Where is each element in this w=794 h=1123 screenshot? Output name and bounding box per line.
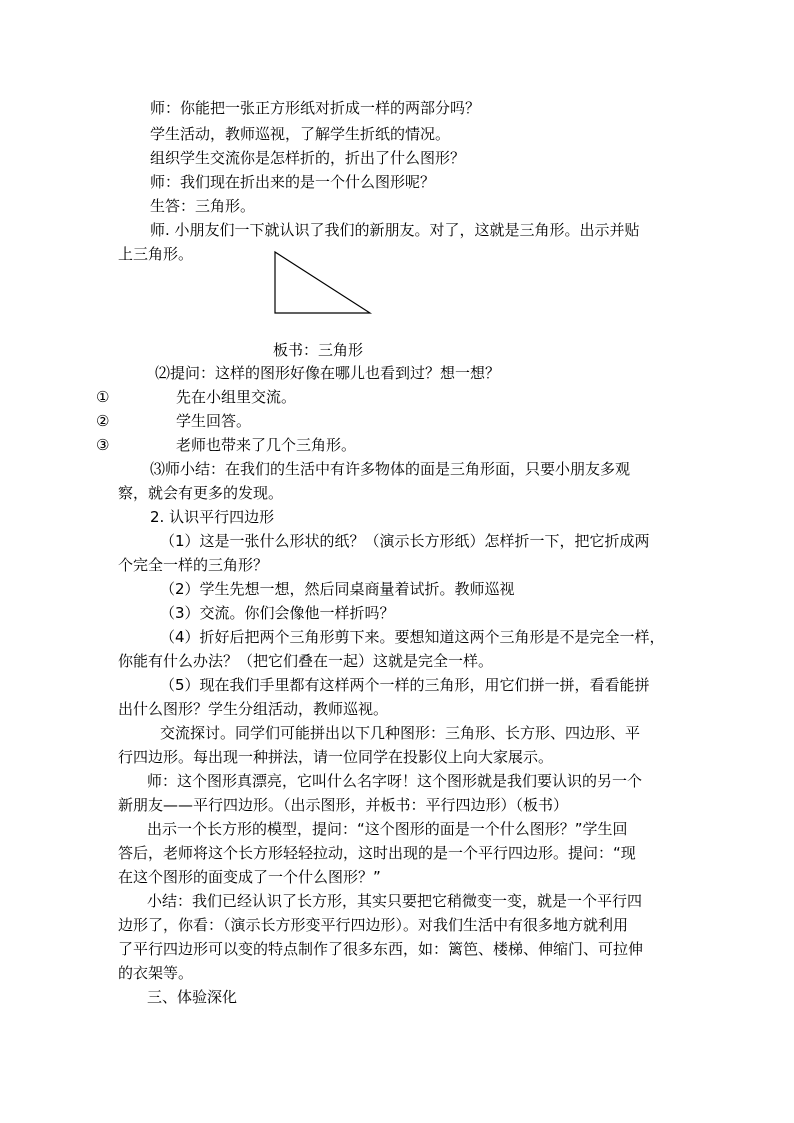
circled-number: ② bbox=[96, 412, 110, 430]
text-line: 边形了，你看：（演示长方形变平行四边形）。对我们生活中有很多地方就利用 bbox=[118, 916, 629, 934]
section-heading: 2. 认识平行四边形 bbox=[150, 508, 275, 526]
text-line: 学生活动，教师巡视，了解学生折纸的情况。 bbox=[150, 125, 451, 143]
text-line: 了平行四边形可以变的特点制作了很多东西，如：篱笆、楼梯、伸缩门、可拉伸 bbox=[118, 940, 644, 958]
text-line: 生答：三角形。 bbox=[150, 197, 256, 215]
text-line: （2）学生先想一想，然后同桌商量着试折。教师巡视 bbox=[160, 580, 515, 598]
triangle-figure bbox=[274, 250, 374, 316]
text-line: 行四边形。每出现一种拼法，请一位同学在投影仪上向大家展示。 bbox=[118, 748, 554, 766]
text-line: 师：你能把一张正方形纸对折成一样的两部分吗？ bbox=[150, 99, 481, 117]
text-line: 小结：我们已经认识了长方形，其实只要把它稍微变一变，就是一个平行四 bbox=[147, 892, 643, 910]
text-line: 你能有什么办法？（把它们叠在一起）这就是完全一样。 bbox=[118, 652, 494, 670]
text-line: 察，就会有更多的发现。 bbox=[118, 484, 284, 502]
text-line: 上三角形。 bbox=[118, 245, 194, 263]
text-line: 学生回答。 bbox=[176, 412, 252, 430]
text-line: ⑵提问：这样的图形好像在哪儿也看到过？想一想？ bbox=[155, 364, 501, 382]
board-caption: 板书：三角形 bbox=[273, 341, 364, 359]
circled-number: ① bbox=[96, 388, 110, 406]
section-heading: 三、体验深化 bbox=[147, 988, 238, 1006]
text-line: 在这个图形的面变成了一个什么图形？” bbox=[118, 868, 381, 886]
text-line: 组织学生交流你是怎样折的，折出了什么图形？ bbox=[150, 149, 466, 167]
text-line: 师：我们现在折出来的是一个什么图形呢？ bbox=[150, 173, 436, 191]
text-line: （4）折好后把两个三角形剪下来。要想知道这两个三角形是不是完全一样， bbox=[160, 628, 665, 646]
text-line: 个完全一样的三角形？ bbox=[118, 556, 269, 574]
text-line: 师：这个图形真漂亮，它叫什么名字呀！这个图形就是我们要认识的另一个 bbox=[147, 772, 643, 790]
text-line: 交流探讨。同学们可能拼出以下几种图形：三角形、长方形、四边形、平 bbox=[160, 724, 641, 742]
text-line: 老师也带来了几个三角形。 bbox=[176, 436, 357, 454]
text-line: 先在小组里交流。 bbox=[176, 388, 297, 406]
text-line: 的衣架等。 bbox=[118, 964, 194, 982]
text-line: 师. 小朋友们一下就认识了我们的新朋友。对了，这就是三角形。出示并贴 bbox=[150, 221, 640, 239]
text-line: ⑶师小结：在我们的生活中有许多物体的面是三角形面，只要小朋友多观 bbox=[150, 460, 631, 478]
text-line: 出什么图形？学生分组活动，教师巡视。 bbox=[118, 700, 389, 718]
text-line: 答后，老师将这个长方形轻轻拉动，这时出现的是一个平行四边形。提问：“现 bbox=[118, 844, 636, 862]
text-line: （3）交流。你们会像他一样折吗？ bbox=[160, 604, 395, 622]
text-line: （1）这是一张什么形状的纸？（演示长方形纸）怎样折一下，把它折成两 bbox=[160, 532, 650, 550]
text-line: 新朋友——平行四边形。（出示图形，并板书：平行四边形）（板书） bbox=[118, 796, 569, 814]
text-line: 出示一个长方形的模型，提问：“这个图形的面是一个什么图形？”学生回 bbox=[147, 820, 628, 838]
circled-number: ③ bbox=[96, 436, 110, 454]
text-line: （5）现在我们手里都有这样两个一样的三角形，用它们拼一拼，看看能拼 bbox=[160, 676, 650, 694]
